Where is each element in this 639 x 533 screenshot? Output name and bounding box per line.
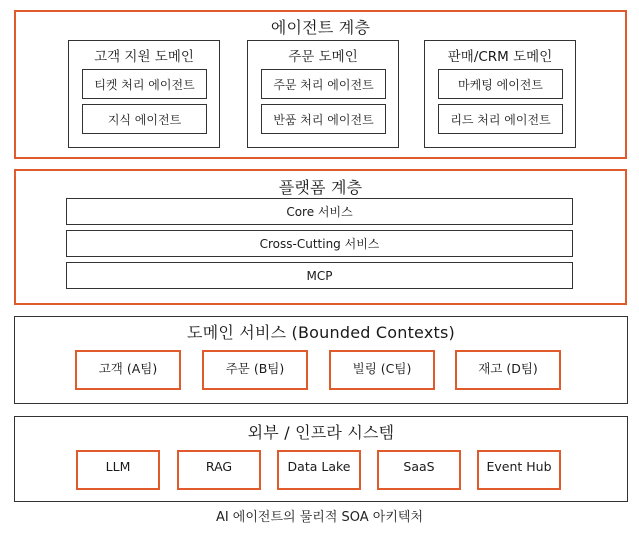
core-service-bar: Core 서비스 <box>66 198 573 225</box>
mcp-bar: MCP <box>66 262 573 289</box>
knowledge-agent-box: 지식 에이전트 <box>82 104 207 134</box>
external-layer <box>14 416 628 502</box>
order-domain <box>247 40 399 148</box>
data-lake-box: Data Lake <box>277 450 361 490</box>
domain-title: 판매/CRM 도메인 <box>447 49 553 65</box>
marketing-agent-box: 마케팅 에이전트 <box>438 69 563 99</box>
order-agent-box: 주문 처리 에이전트 <box>261 69 386 99</box>
platform-layer-title: 플랫폼 계층 <box>278 178 363 197</box>
agent-layer <box>14 10 627 159</box>
domain-services-layer <box>14 316 628 404</box>
return-agent-box: 반품 처리 에이전트 <box>261 104 386 134</box>
domain-title: 주문 도메인 <box>288 49 358 65</box>
saas-box: SaaS <box>377 450 461 490</box>
sales-crm-domain <box>424 40 576 148</box>
event-hub-box: Event Hub <box>477 450 561 490</box>
order-team-box: 주문 (B팀) <box>202 350 308 390</box>
inventory-team-box: 재고 (D팀) <box>455 350 561 390</box>
domain-services-title: 도메인 서비스 (Bounded Contexts) <box>187 323 455 342</box>
external-layer-title: 외부 / 인프라 시스템 <box>247 423 395 442</box>
billing-team-box: 빌링 (C팀) <box>329 350 435 390</box>
agent-layer-title: 에이전트 계층 <box>270 18 371 37</box>
customer-team-box: 고객 (A팀) <box>75 350 181 390</box>
domain-title: 고객 지원 도메인 <box>94 49 194 65</box>
rag-box: RAG <box>177 450 261 490</box>
figure-caption: AI 에이전트의 물리적 SOA 아키텍처 <box>215 510 424 525</box>
platform-layer <box>14 169 627 305</box>
ticket-agent-box: 티켓 처리 에이전트 <box>82 69 207 99</box>
cross-cutting-service-bar: Cross-Cutting 서비스 <box>66 230 573 257</box>
llm-box: LLM <box>76 450 160 490</box>
customer-support-domain <box>68 40 220 148</box>
lead-agent-box: 리드 처리 에이전트 <box>438 104 563 134</box>
